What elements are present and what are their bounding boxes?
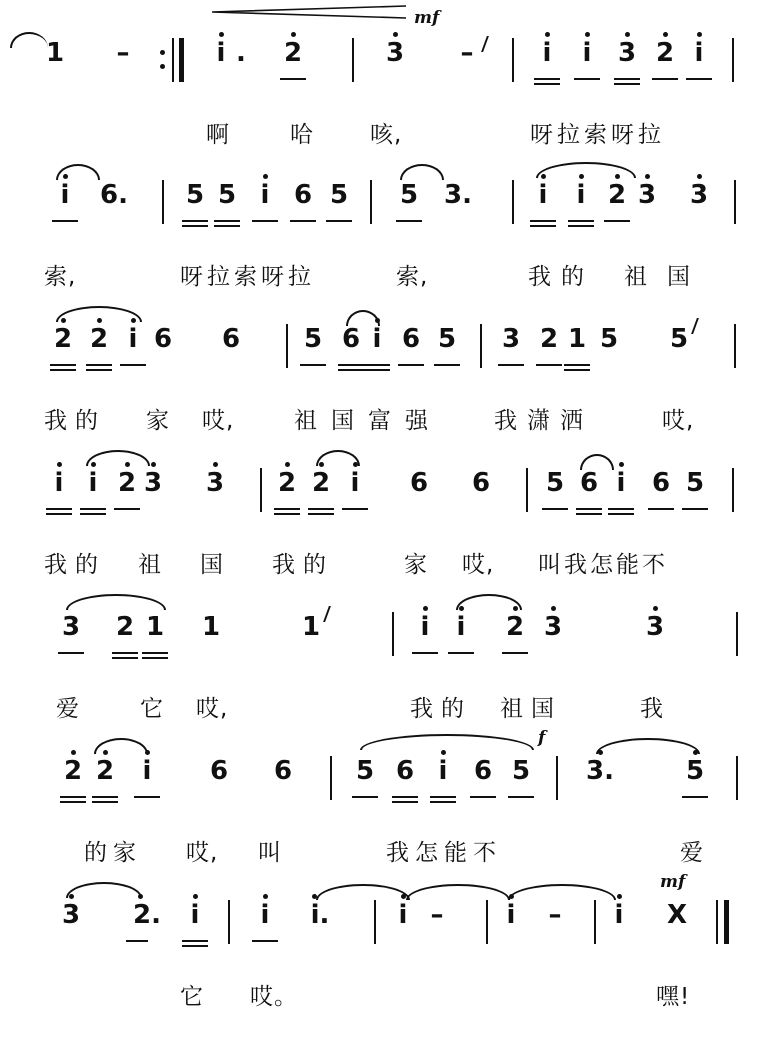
lyric: 索, [44,264,77,290]
system-4-notes [0,460,775,550]
lyric: 索, [396,264,429,290]
barline [734,324,736,368]
note: 1 [45,38,65,68]
note: 6 [574,460,604,516]
note: 5 [599,324,619,354]
lyric: 我的 [44,552,106,578]
note-high: i [180,892,210,948]
note: 1 [201,612,221,642]
barline [480,324,482,368]
lyric: 哎, [196,696,229,722]
note-high: 2 [112,460,142,516]
note-high: 3 [612,30,642,86]
note-high: i. [300,892,340,948]
dash: – [430,900,444,930]
lyric: 爱 [680,840,704,866]
dynamic-mark: f [538,728,546,748]
system-3-notes [0,316,775,406]
repeat-dots [160,48,166,72]
lyric: 哎, [662,408,695,434]
note-high: 3 [200,460,230,516]
barline [228,900,230,944]
note-high: 2 [306,460,336,516]
system-1-notes [0,8,775,120]
lyric: 咳, [370,122,403,148]
note: 6 [273,756,293,786]
barline [556,756,558,800]
note-high: 5 [680,748,710,804]
note: 5 [324,172,354,228]
system-2-lyrics [0,258,775,298]
barline [286,324,288,368]
lyric: 祖国 [624,264,710,290]
lyric: 哎。 [250,984,298,1010]
lyric: 它 [140,696,164,722]
lyric: 我的 [410,696,472,722]
note-high: i [496,892,526,948]
note-high: i [118,316,148,372]
note: 3 [56,604,86,660]
dot: . [236,38,246,68]
note-high: i [206,30,236,86]
note: 6 [396,316,426,372]
note-high: i [446,604,476,660]
system-5-lyrics [0,690,775,730]
note-high: i [566,172,596,228]
note: 6 [288,172,318,228]
note-high: i [528,172,558,228]
lyric: 的家 [84,840,142,866]
note: 6 [471,468,491,498]
note: 6 [209,756,229,786]
dash: – [460,38,474,68]
note: 5 [680,460,710,516]
note-high: 2 [602,172,632,228]
barline [734,180,736,224]
barline [172,38,174,82]
note-high: i [410,604,440,660]
dash: – [548,900,562,930]
system-4-lyrics [0,546,775,586]
lyric: 叫 [258,840,282,866]
lyric: 我怎能不 [386,840,502,866]
note-high: 3 [538,604,568,660]
lyric: 我的 [528,264,594,290]
system-7-notes [0,872,775,982]
note-high: i [340,460,370,516]
note-high: i [362,316,392,372]
lyric: 哎, [202,408,235,434]
lyric: 爱 [56,696,80,722]
lyric: 祖 [138,552,162,578]
lyric: 它 [180,984,204,1010]
note-high: 2 [58,748,88,804]
note: 2 [110,604,140,660]
note: 5 [432,316,462,372]
lyric: 家 [404,552,428,578]
note: 6. [100,180,128,210]
system-7-lyrics [0,978,775,1018]
barline [352,38,354,82]
note-high: 3 [56,892,86,948]
note-high: i [572,30,602,86]
lyric: 我 [640,696,664,722]
note: 6 [390,748,420,804]
note: 5 [669,324,689,354]
note-high: 3 [632,172,662,228]
note-high: 2 [84,316,114,372]
barline [736,612,738,656]
barline [732,468,734,512]
note-high: i [250,892,280,948]
dynamic-mark: mf [660,872,686,892]
lyric: 祖国富强 [294,408,442,434]
note-high: 2 [278,30,308,86]
barline [260,468,262,512]
note-high: 2 [650,30,680,86]
note: 5 [298,316,328,372]
lyric: 啊 [206,122,230,148]
lyric: 嘿! [656,984,691,1010]
note: 3. [444,180,472,210]
note-high: 3 [684,172,714,228]
barline [392,612,394,656]
breath-mark [481,36,493,52]
lyric: 家 [146,408,170,434]
barline [330,756,332,800]
note: 6 [468,748,498,804]
lyric: 哎, [186,840,219,866]
note-high: 2 [500,604,530,660]
note-high: 3 [138,460,168,516]
barline [512,38,514,82]
note: 1 [562,316,592,372]
barline [736,756,738,800]
note: 1 [140,604,170,660]
barline [374,900,376,944]
system-2-notes [0,172,775,262]
system-5-notes [0,604,775,694]
note: 6 [153,324,173,354]
note: 5 [540,460,570,516]
system-6-lyrics [0,834,775,874]
barline-thick [179,38,184,82]
note-high: i [428,748,458,804]
note: 2 [534,316,564,372]
note-high: 2 [48,316,78,372]
system-4 [0,460,775,608]
note-high: i [684,30,714,86]
system-1-lyrics [0,116,775,156]
barline-final-thin [716,900,718,944]
note: 5 [212,172,242,228]
note: 6 [336,316,366,372]
shout-mark: X [666,900,688,930]
note-high: i [604,892,634,948]
lyric: 哎, [462,552,495,578]
lyric: 呀拉索呀拉 [180,264,315,290]
barline [486,900,488,944]
note-high: 2 [90,748,120,804]
note: 5 [394,172,424,228]
lyric: 我潇洒 [494,408,593,434]
system-5 [0,604,775,752]
barline [370,180,372,224]
note: 5 [350,748,380,804]
system-3 [0,316,775,464]
note-high: i [388,892,418,948]
barline [512,180,514,224]
note-high: i [78,460,108,516]
crescendo-hairpin [210,4,410,20]
note: 5 [180,172,210,228]
barline [732,38,734,82]
dynamic-mark: mf [414,8,440,28]
barline [594,900,596,944]
note: 3 [496,316,526,372]
barline [162,180,164,224]
system-7 [0,872,775,1040]
note-high: i [50,172,80,228]
note-high: 2. [124,892,170,948]
note-high: i [250,172,280,228]
barline-final-thick [724,900,729,944]
system-3-lyrics [0,402,775,442]
lyric: 哈 [290,122,314,148]
note: 6 [646,460,676,516]
lyric: 呀拉索呀拉 [530,122,665,148]
lyric: 祖国 [500,696,562,722]
note-high: 3 [380,30,410,86]
lyric: 我的 [44,408,106,434]
lyric: 我的 [272,552,334,578]
note: 5 [506,748,536,804]
note: 1 [301,612,321,642]
note-high: i [532,30,562,86]
note-high: 3 [640,604,670,660]
note-high: i [132,748,162,804]
system-1 [0,8,775,178]
lyric: 叫我怎能不 [538,552,668,578]
note: 6 [409,468,429,498]
system-2 [0,172,775,320]
note-high: 2 [272,460,302,516]
system-6-notes [0,728,775,838]
dash: – [116,38,130,68]
system-6 [0,728,775,896]
lyric: 国 [200,552,224,578]
note: 6 [221,324,241,354]
barline [526,468,528,512]
note-high: 3. [580,748,620,804]
note-high: i [44,460,74,516]
note-high: i [606,460,636,516]
